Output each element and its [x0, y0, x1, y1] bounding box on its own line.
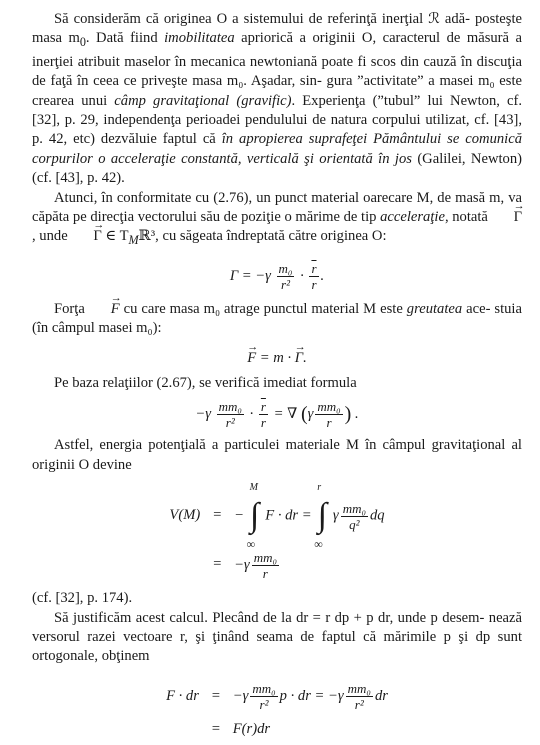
fraction — [346, 681, 373, 712]
subscript: M — [128, 233, 139, 248]
equation-gradient: −γ $\frac{\text{mm₀}}{\text{r²}}$ · $\frac{\overline{r}}{r}$ = ∇ (γ $\frac{\text{mm₀}}{r}$ ) . — [195, 399, 359, 431]
page-content — [32, 10, 522, 745]
numerator: $\overline{r}$ — [311, 260, 317, 276]
text-line: pendulului de natura corpului utilizat, cf. [43], p. 42, etc) dezvăluie faptul — [32, 111, 522, 148]
fraction — [309, 261, 318, 292]
denominator: r — [326, 415, 332, 431]
text-line: Să justificăm acest calcul. Plecând de la dr = r dp + p dr, unde p desem- — [54, 609, 485, 626]
text-line: ℝ³, cu săgeata îndreptată către originea O: — [138, 228, 387, 245]
force-vector: → F — [89, 300, 120, 319]
denominator: r — [262, 565, 268, 581]
equation-text: γ — [332, 507, 339, 524]
numerator: mm₀ — [317, 399, 341, 415]
denominator: r² — [225, 415, 235, 431]
denominator: r² — [281, 276, 290, 292]
text-line: Atunci, în conformitate cu (2.76), un punct material oarecare M, de masă — [54, 189, 486, 206]
equation-text: = m · — [256, 349, 295, 366]
italic-text: în apropierea suprafeţei Pământului se comunică corpurilor o acceleraţie — [32, 131, 523, 167]
paren-open: ( — [300, 403, 308, 426]
denominator: q² — [349, 516, 360, 532]
text-line: Experienţa (”tubul” lui Newton, cf. [32], p. 29, independenţa perioadei — [32, 92, 522, 128]
equation-sign: = — [212, 556, 223, 573]
text-line: apriorică a originii O, caracterul — [234, 30, 441, 47]
equation-rhs: F(r)dr — [232, 721, 271, 738]
equation-text: Γ = −γ — [229, 267, 271, 284]
equation-rhs — [227, 679, 394, 715]
equation-sign: = — [301, 507, 312, 524]
text-line: sunt ortogonale, obţinem — [32, 628, 522, 665]
equation-text: · — [249, 406, 254, 423]
italic-text: imobilitatea — [164, 30, 235, 47]
integral-sign: ∫ M ∞ — [248, 492, 262, 540]
numerator: mm₀ — [347, 681, 371, 697]
lower-limit: ∞ — [314, 536, 323, 551]
denominator: r — [311, 276, 317, 292]
text-line: m, va căpăta pe direcţia vectorului său de poziţie o mărime de tip — [32, 189, 522, 225]
paragraph-origin — [32, 10, 522, 189]
text-line: ace- — [462, 300, 491, 317]
italic-text: constantă, verticală şi orientată în jos — [181, 150, 412, 167]
integrand: F · dr — [265, 507, 299, 524]
text-line: Să considerăm că originea O a sistemului de referinţă inerţial ℛ adă- — [54, 11, 470, 27]
text-line: Forţa — [54, 300, 89, 317]
numerator: $\overline{r}$ — [260, 399, 266, 415]
text-line: (Galilei, Newton) (cf. [43], p. 42). — [32, 150, 522, 187]
fraction — [217, 399, 244, 430]
gamma-vector: → Γ — [71, 227, 101, 246]
denominator: r² — [354, 697, 364, 713]
paren-close: ) — [344, 403, 352, 426]
numerator: mm₀ — [342, 500, 366, 516]
text-line: al originii O devine — [32, 437, 522, 473]
equation-sign: = — [210, 688, 221, 705]
paragraph-potential — [32, 436, 522, 475]
numerator: mm₀ — [253, 549, 277, 565]
fraction — [250, 681, 277, 712]
paragraph-justify — [32, 609, 522, 667]
equation-text: . — [355, 406, 359, 423]
denominator: r² — [259, 697, 269, 713]
equation-sign: = — [210, 721, 221, 738]
equation-force — [32, 349, 522, 368]
text-line: stuia (în câmpul masei m₀): — [32, 300, 522, 337]
numerator: mm₀ — [218, 399, 242, 415]
force-vector: → F — [247, 349, 256, 368]
equation-lhs: F · dr — [166, 688, 199, 705]
text-line: . Dată fiind — [85, 30, 165, 47]
text-line: notată — [452, 208, 492, 225]
text-line: , unde — [32, 228, 72, 245]
text-line: , — [444, 208, 449, 225]
equation-sign: = — [212, 507, 223, 524]
text-line: din cauză în discuţia de faţă în ceea ce priveşte masa m₀. Aşadar, sin- — [32, 53, 522, 90]
equation-text: . — [303, 349, 307, 366]
equation-text: −γ — [195, 406, 211, 423]
paragraph-force — [32, 300, 522, 339]
subscript: 0 — [79, 35, 86, 50]
text-line: (cf. [32], p. 174). — [32, 590, 133, 607]
text-line: Astfel, energia potenţială a particulei materiale M în câmpul gravitaţional — [54, 437, 506, 454]
equation-text: . — [320, 267, 325, 284]
equation-gamma — [32, 261, 522, 292]
text-line: ∈ T — [101, 228, 129, 245]
paragraph-citation — [32, 589, 522, 608]
text-line: posteşte masa m — [32, 11, 522, 47]
equation-rhs — [228, 482, 391, 551]
lower-limit: ∞ — [246, 536, 256, 551]
equation-text: = ∇ — [273, 406, 298, 423]
italic-text: greutatea — [406, 300, 463, 317]
text-line: nează versorul razei vectoare r, şi ţinând seama de faptul că mărimile p şi dp — [32, 609, 522, 645]
text-line: gura ”activitate” a masei m₀ este crearea unui — [32, 73, 522, 109]
italic-text: acceleraţie — [380, 208, 445, 225]
upper-limit: M — [249, 482, 258, 494]
paragraph-acceleration — [32, 189, 522, 251]
fraction — [252, 550, 279, 581]
fraction — [277, 261, 295, 292]
equation-text: p · dr = −γ — [279, 688, 344, 705]
text-line: de măsură a inerţiei atribuit maselor în mecanica newtoniană poate fi scos — [32, 30, 522, 70]
paragraph-relations — [32, 374, 522, 393]
equation-text: dr — [374, 688, 388, 705]
equation-lhs: V(M) — [169, 507, 201, 524]
integral-sign: ∫ r ∞ — [315, 492, 329, 540]
equation-potential — [163, 482, 390, 585]
gamma-vector: → Γ — [295, 349, 303, 368]
equation-row — [160, 679, 394, 715]
equation-row — [163, 487, 390, 545]
numerator: mm₀ — [252, 681, 276, 697]
fraction — [259, 399, 268, 430]
fraction — [341, 501, 368, 532]
denominator: r — [260, 415, 266, 431]
fraction — [315, 399, 342, 430]
equation-text: − — [234, 507, 244, 524]
text-line: că — [202, 131, 222, 148]
equation-text: −γ — [234, 556, 250, 573]
equation-text: −γ — [232, 688, 249, 705]
text-line: cu care masa m₀ atrage punctul material M este — [119, 300, 407, 317]
equation-work — [160, 679, 394, 745]
numerator: m₀ — [278, 260, 293, 276]
equation-row — [163, 545, 390, 585]
equation-text: dq — [369, 507, 385, 524]
text-line: . — [291, 92, 296, 109]
upper-limit: r — [317, 482, 322, 494]
gamma-vector: → Γ — [492, 208, 522, 227]
text-line: Pe baza relaţiilor (2.67), se verifică imediat formula — [54, 374, 357, 391]
equation-text: · — [300, 267, 304, 284]
italic-text: câmp gravitaţional (gravific) — [114, 92, 292, 109]
